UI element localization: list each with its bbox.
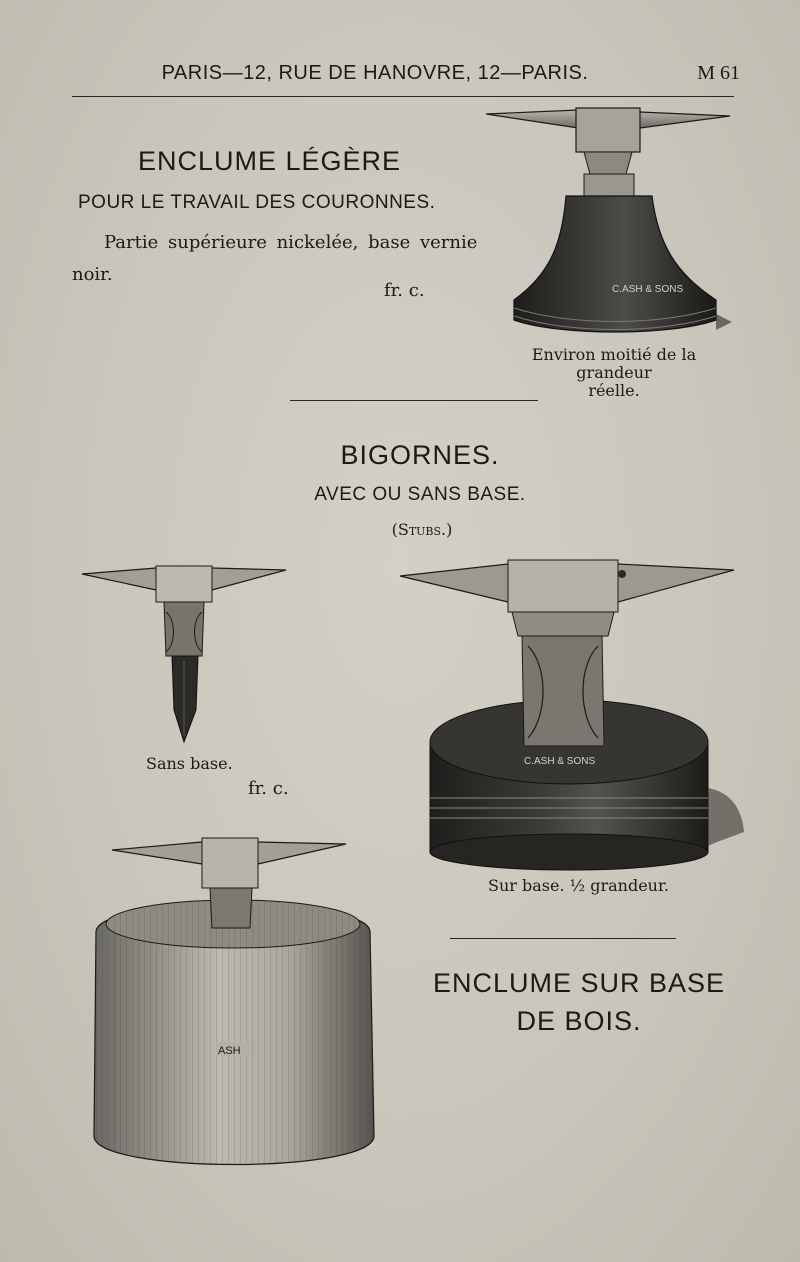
price-label-1: fr. c. [384, 280, 425, 301]
maker-mark-3: ASH [218, 1045, 241, 1057]
section-subtitle-couronnes: POUR LE TRAVAIL DES COURONNES. [78, 192, 436, 213]
description-line-1: Partie supérieure nickelée, base vernie [104, 232, 478, 253]
page-number: M 61 [697, 62, 740, 84]
image-caption-1-line2: réelle. [588, 381, 640, 400]
section-title-bigornes: BIGORNES. [340, 440, 500, 470]
caption-sur-base: Sur base. ½ grandeur. [488, 876, 669, 895]
section-title-base-bois-line2: DE BOIS. [516, 1006, 642, 1036]
header-rule [72, 96, 734, 97]
section-divider-1 [290, 400, 538, 401]
section-note-stubs: (Stubs.) [391, 520, 453, 539]
bick-iron-sur-base-illustration [398, 556, 748, 874]
anvil-wood-base-illustration [90, 836, 380, 1166]
section-subtitle-base: AVEC OU SANS BASE. [314, 484, 526, 505]
image-caption-1-line1: Environ moitié de la grandeur [531, 345, 697, 382]
section-divider-2 [450, 938, 676, 939]
bick-iron-sans-base-illustration [80, 560, 290, 746]
caption-sans-base: Sans base. [146, 754, 233, 773]
image-caption-1 [492, 346, 736, 400]
maker-mark-1: C.ASH & SONS [612, 284, 684, 295]
section-title-enclume-legere: ENCLUME LÉGÈRE [138, 146, 402, 176]
running-header: PARIS—12, RUE DE HANOVRE, 12—PARIS. [161, 62, 589, 84]
price-label-2: fr. c. [248, 778, 289, 799]
maker-mark-2: C.ASH & SONS [524, 756, 596, 767]
bell-anvil-illustration [480, 104, 740, 342]
description-line-2: noir. [72, 264, 113, 285]
section-title-base-bois-line1: ENCLUME SUR BASE [432, 968, 726, 998]
